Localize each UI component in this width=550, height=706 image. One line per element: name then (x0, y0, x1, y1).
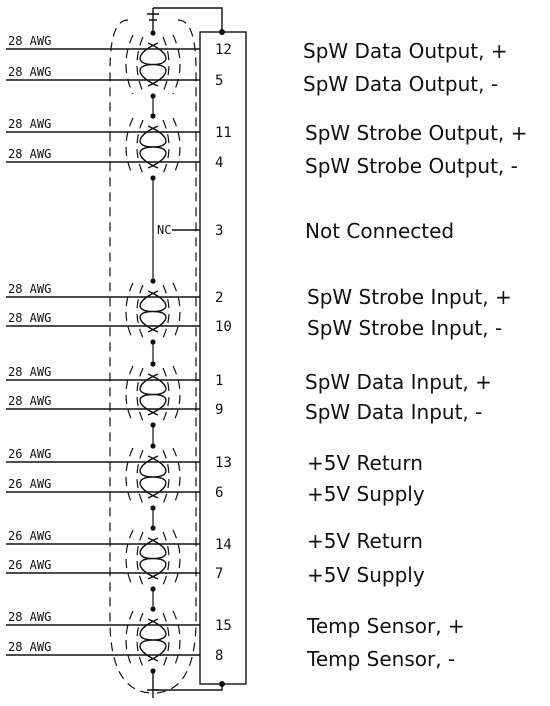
pin-description: +5V Supply (307, 482, 425, 506)
drain-junction-bottom (219, 681, 225, 687)
wire-gauge-label: 28 AWG (8, 282, 52, 296)
wire-gauge-label: 28 AWG (8, 394, 52, 408)
pin-description: Not Connected (305, 219, 455, 243)
pin-description: SpW Data Output, - (303, 72, 499, 96)
wire-gauge-label: 28 AWG (8, 640, 52, 654)
wire-gauge-label: 28 AWG (8, 117, 52, 131)
shield-drain-dot (150, 361, 155, 366)
wire-gauge-label: 28 AWG (8, 147, 52, 161)
shield-drain-dot (150, 525, 155, 530)
wire-gauge-label: 26 AWG (8, 477, 52, 491)
wire-gauge-label: 28 AWG (8, 610, 52, 624)
pin-description: SpW Data Input, + (305, 370, 492, 394)
pin-number: 15 (215, 618, 232, 634)
pin-description: SpW Data Output, + (303, 39, 508, 63)
pin-number: 8 (215, 648, 224, 664)
wire-gauge-label: 26 AWG (8, 558, 52, 572)
wire-gauge-label: 26 AWG (8, 529, 52, 543)
drain-junction (219, 29, 225, 35)
pin-number: 4 (215, 155, 224, 171)
shield-drain-dot (150, 443, 155, 448)
pin-number: 3 (215, 223, 224, 239)
pin-number: 5 (215, 73, 224, 89)
drain-wire-bottom (153, 684, 222, 690)
wire-gauge-label: 28 AWG (8, 365, 52, 379)
wire-gauge-label: 28 AWG (8, 311, 52, 325)
text-layer (8, 34, 232, 664)
pin-number: 10 (215, 319, 232, 335)
wire-gauge-label: 26 AWG (8, 447, 52, 461)
shield-drain-dot (150, 606, 155, 611)
drain-wire (153, 8, 222, 32)
pin-number: 1 (215, 373, 224, 389)
pin-number: 13 (215, 455, 232, 471)
pin-description: +5V Supply (307, 563, 425, 587)
wire-gauge-label: 28 AWG (8, 34, 52, 48)
pin-number: 7 (215, 566, 224, 582)
pin-number: 2 (215, 290, 224, 306)
wire-layer (6, 8, 246, 698)
shield-drain-dot (150, 113, 155, 118)
pin-number: 12 (215, 42, 232, 58)
ground-symbol-bottom (147, 672, 159, 698)
pin-description: SpW Data Input, - (305, 400, 483, 424)
pin-description: +5V Return (307, 529, 423, 553)
wire-gauge-label: 28 AWG (8, 65, 52, 79)
pin-number: 14 (215, 537, 232, 553)
pin-description: SpW Strobe Input, + (307, 285, 512, 309)
pin-number: 6 (215, 485, 224, 501)
pin-description: +5V Return (307, 451, 423, 475)
shield-drain-dot (150, 668, 155, 673)
pin-description: SpW Strobe Output, - (305, 154, 518, 178)
pin-description: SpW Strobe Input, - (307, 316, 503, 340)
nc-label: NC (157, 223, 172, 237)
shield-drain-dot (150, 278, 155, 283)
ground-symbol-top (147, 8, 159, 30)
pin-description: Temp Sensor, + (307, 614, 465, 638)
pin-number: 11 (215, 125, 232, 141)
pin-description: SpW Strobe Output, + (305, 121, 528, 145)
pin-number: 9 (215, 402, 224, 418)
pin-description: Temp Sensor, - (307, 647, 456, 671)
